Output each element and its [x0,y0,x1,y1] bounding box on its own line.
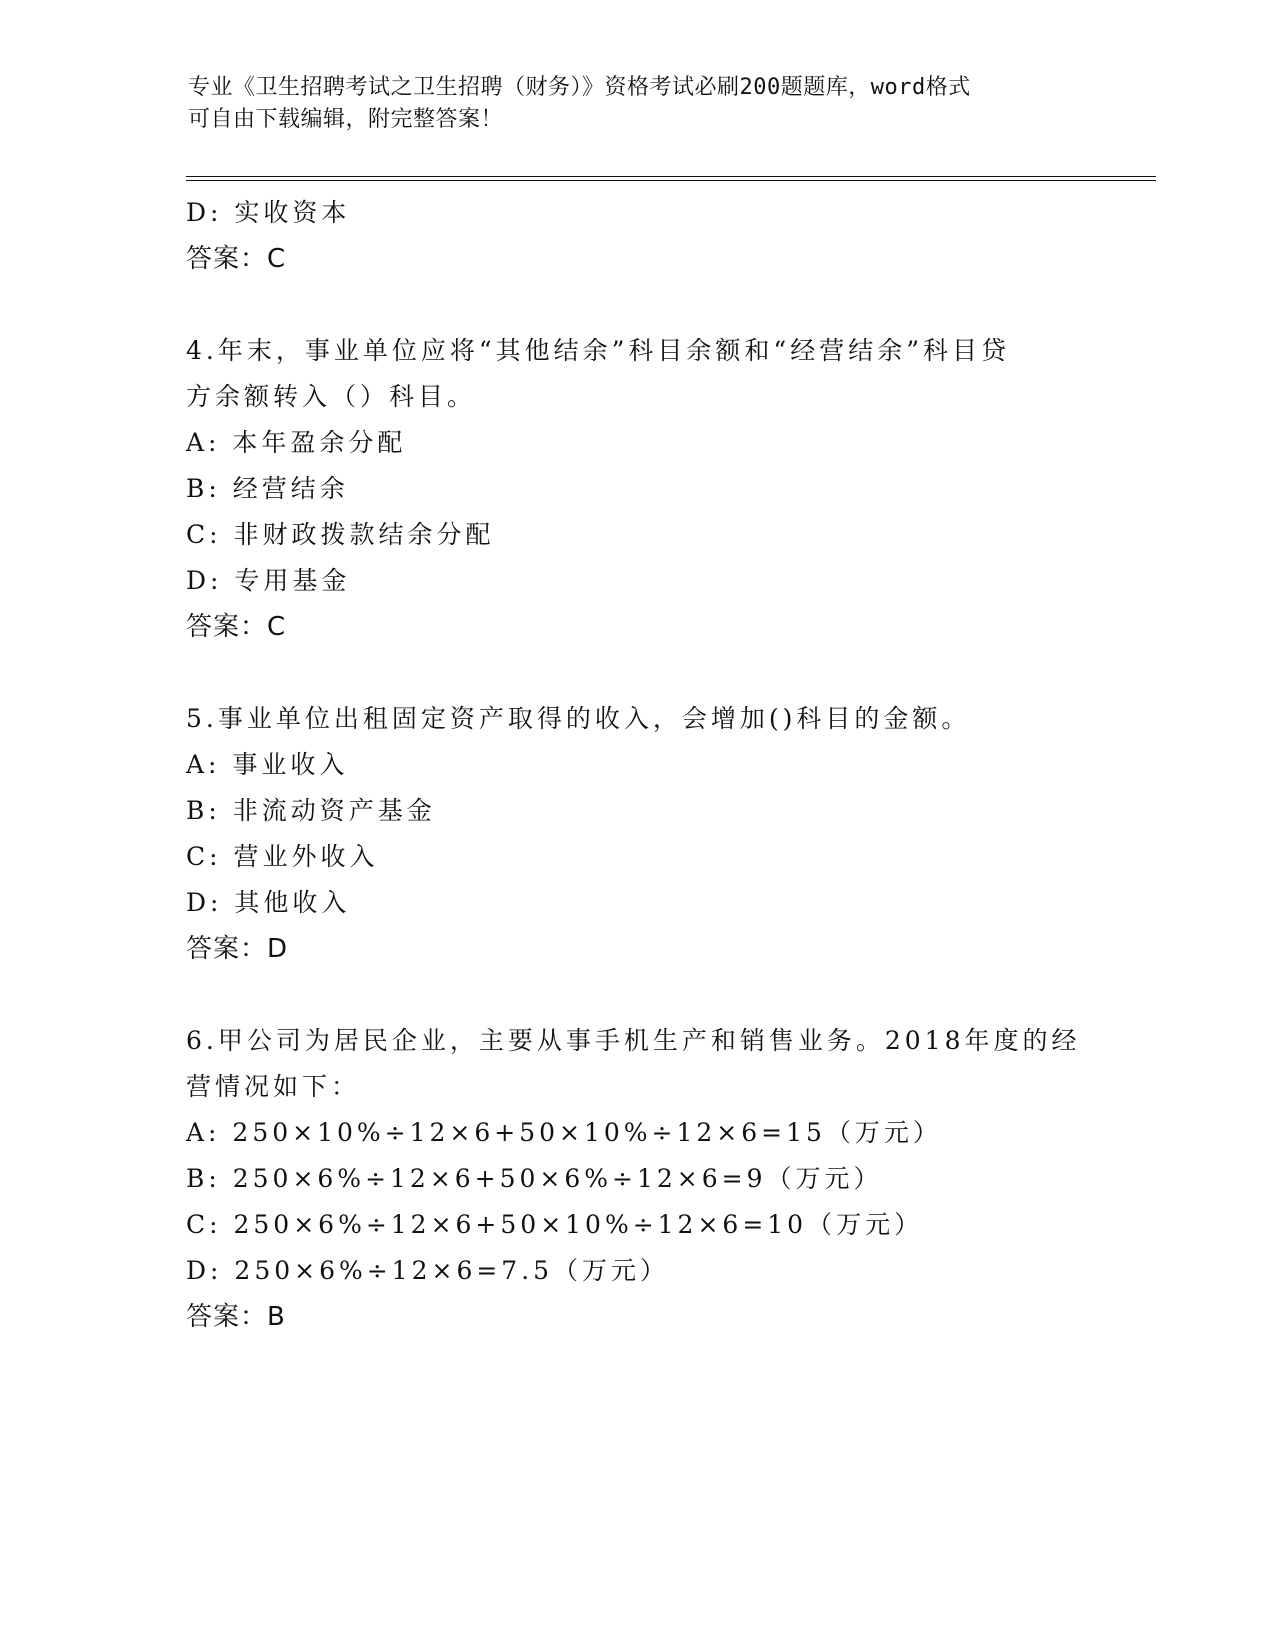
blank-spacer [186,650,1106,696]
option-text: D: 实收资本 [186,198,351,227]
option-text: C: 非财政拨款结余分配 [186,520,495,549]
option-text: D: 专用基金 [186,566,351,595]
option-text: A: 本年盈余分配 [186,428,407,457]
question-text: 营情况如下： [186,1072,361,1101]
option-text: A: 250×10%÷12×6+50×10%÷12×6=15（万元） [186,1118,942,1147]
answer-line: 答案：D [186,934,289,964]
question-text: 5.事业单位出租固定资产取得的收入，会增加()科目的金额。 [186,704,971,733]
option-text: D: 250×6%÷12×6=7.5（万元） [186,1256,670,1285]
question-text: 方余额转入（）科目。 [186,382,477,411]
header-line-1: 专业《卫生招聘考试之卫生招聘（财务）》资格考试必刷200题题库，word格式 [188,75,971,100]
option-text: B: 250×6%÷12×6+50×6%÷12×6=9（万元） [186,1164,883,1193]
question-text: 4.年末，事业单位应将“其他结余”科目余额和“经营结余”科目贷 [186,336,1010,365]
option-text: C: 营业外收入 [186,842,379,871]
answer-line: 答案：C [186,244,287,274]
blank-spacer [186,282,1106,328]
option-text: C: 250×6%÷12×6+50×10%÷12×6=10（万元） [186,1210,924,1239]
answer-line: 答案：C [186,612,287,642]
answer-line: 答案：B [186,1302,286,1332]
option-text: A: 事业收入 [186,750,349,779]
header-line-2: 可自由下载编辑，附完整答案！ [188,107,504,132]
option-text: B: 经营结余 [186,474,349,503]
question-content [186,190,1106,1340]
document-header [188,72,1088,136]
blank-spacer [186,972,1106,1018]
header-divider [186,176,1156,181]
option-text: D: 其他收入 [186,888,351,917]
question-text: 6.甲公司为居民企业，主要从事手机生产和销售业务。2018年度的经 [186,1026,1081,1055]
option-text: B: 非流动资产基金 [186,796,436,825]
